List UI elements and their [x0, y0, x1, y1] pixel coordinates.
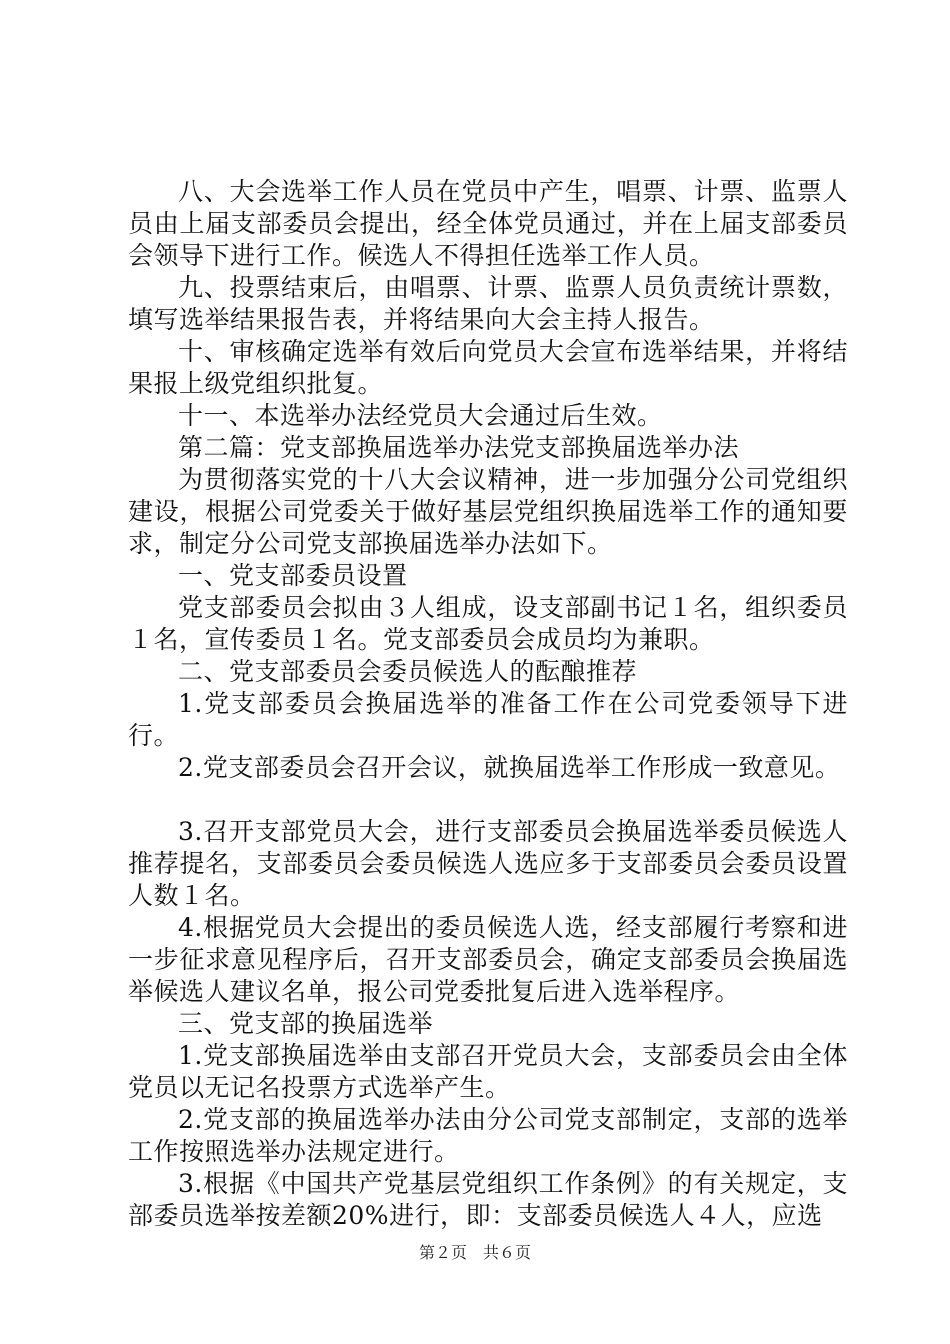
page-number-footer: 第２页 共６页 — [418, 1243, 531, 1262]
nomination-item-4: 4.根据党员大会提出的委员候选人选，经支部履行考察和进一步征求意见程序后，召开支部委员会，确定支部委员会换届选举候选人建议名单，报公司党委批复后进入选举程序。 — [128, 913, 848, 1006]
subheading-committee-setup: 一、党支部委员设置 — [178, 561, 408, 590]
election-item-3: 3.根据《中国共产党基层党组织工作条例》的有关规定，支部委员选举按差额20%进行，即：支部委员候选人４人，应选 — [128, 1169, 848, 1230]
nomination-item-2: 2.党支部委员会召开会议，就换届选举工作形成一致意见。 — [178, 753, 841, 782]
paragraph-item-10: 十、审核确定选举有效后向党员大会宣布选举结果，并将结果报上级党组织批复。 — [128, 337, 848, 398]
section-heading-part-two: 第二篇：党支部换届选举办法党支部换届选举办法 — [178, 433, 740, 462]
paragraph-item-9: 九、投票结束后，由唱票、计票、监票人员负责统计票数，填写选举结果报告表，并将结果向大会主持人报告。 — [128, 273, 848, 334]
committee-setup-paragraph: 党支部委员会拟由３人组成，设支部副书记１名，组织委员１名，宣传委员１名。党支部委员会成员均为兼职。 — [128, 593, 848, 654]
paragraph-item-8: 八、大会选举工作人员在党员中产生，唱票、计票、监票人员由上届支部委员会提出，经全体党员通过，并在上届支部委员会领导下进行工作。候选人不得担任选举工作人员。 — [128, 177, 848, 270]
intro-paragraph: 为贯彻落实党的十八大会议精神，进一步加强分公司党组织建设，根据公司党委关于做好基层党组织换届选举工作的通知要求，制定分公司党支部换届选举办法如下。 — [128, 465, 848, 558]
subheading-candidate-nomination: 二、党支部委员会委员候选人的酝酿推荐 — [178, 657, 638, 686]
election-item-1: 1.党支部换届选举由支部召开党员大会，支部委员会由全体党员以无记名投票方式选举产生。 — [128, 1041, 848, 1102]
election-item-2: 2.党支部的换届选举办法由分公司党支部制定，支部的选举工作按照选举办法规定进行。 — [128, 1105, 848, 1166]
subheading-election: 三、党支部的换届选举 — [178, 1009, 434, 1038]
nomination-item-3: 3.召开支部党员大会，进行支部委员会换届选举委员候选人推荐提名，支部委员会委员候选人选应多于支部委员会委员设置人数１名。 — [128, 817, 848, 910]
paragraph-item-11: 十一、本选举办法经党员大会通过后生效。 — [178, 401, 663, 430]
nomination-item-1: 1.党支部委员会换届选举的准备工作在公司党委领导下进行。 — [128, 689, 848, 750]
document-body — [128, 176, 848, 1232]
